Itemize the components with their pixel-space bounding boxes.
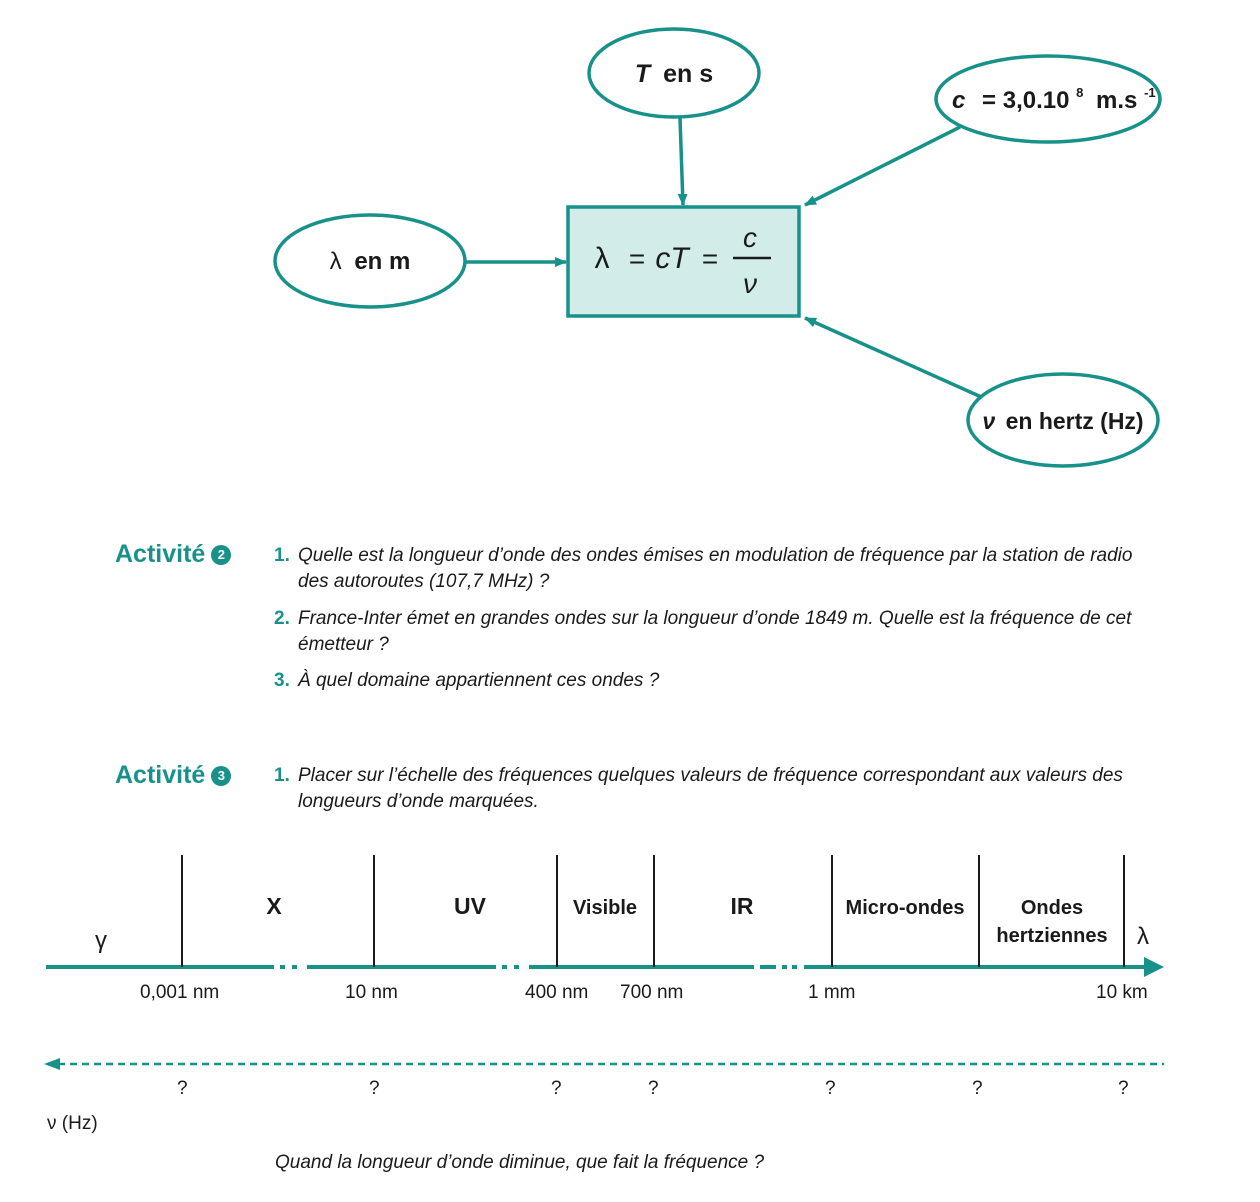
domain-ir: IR bbox=[730, 893, 754, 919]
activity2-question-1 bbox=[274, 543, 1166, 595]
formula-equals-2: = bbox=[701, 243, 719, 274]
closing-question: Quand la longueur d’onde diminue, que fait la fréquence ? bbox=[275, 1152, 765, 1173]
speed-value: = 3,0.10 bbox=[982, 87, 1070, 114]
domain-separators bbox=[182, 855, 1124, 967]
arrow-frequency-to-formula bbox=[805, 318, 988, 400]
question-number: 3. bbox=[274, 670, 290, 691]
frequency-placeholder: ? bbox=[648, 1078, 659, 1099]
frequency-axis bbox=[0, 1050, 1260, 1080]
svg-text:T en s bbox=[635, 60, 713, 88]
question-text: Quelle est la longueur d’onde des ondes émises en modulation de fréquence par la station de radio des autoroutes (107,7 MHz) ? bbox=[298, 545, 1133, 592]
activity2-question-2 bbox=[274, 606, 1166, 658]
svg-text:λ en m bbox=[330, 248, 411, 275]
frequency-placeholder: ? bbox=[177, 1078, 188, 1099]
speed-exponent: 8 bbox=[1076, 85, 1084, 100]
question-text: Placer sur l’échelle des fréquences quelques valeurs de fréquence correspondant aux valeurs des longueurs d’onde marquées. bbox=[298, 765, 1123, 812]
question-text: À quel domaine appartiennent ces ondes ? bbox=[298, 670, 660, 691]
formula-denominator: ν bbox=[743, 268, 757, 299]
domain-visible: Visible bbox=[572, 897, 638, 919]
tick-label: 700 nm bbox=[620, 982, 684, 1003]
formula-box bbox=[568, 207, 799, 316]
frequency-placeholder: ? bbox=[825, 1078, 836, 1099]
period-unit: en s bbox=[663, 60, 714, 88]
activity2-label: Activité bbox=[115, 540, 206, 568]
activity3-label: Activité bbox=[115, 761, 206, 789]
tick-label: 0,001 nm bbox=[140, 982, 220, 1003]
tick-label: 400 nm bbox=[525, 982, 589, 1003]
formula-cT: cT bbox=[655, 242, 689, 275]
activity2-title bbox=[115, 540, 231, 569]
spectrum-scale bbox=[0, 850, 1260, 1000]
speed-bubble bbox=[936, 56, 1160, 142]
activity2-question-3 bbox=[274, 668, 1166, 694]
arrow-speed-to-formula bbox=[805, 127, 960, 205]
domain-gamma: γ bbox=[95, 927, 107, 954]
formula-diagram bbox=[0, 0, 1260, 490]
tick-label: 10 nm bbox=[345, 982, 398, 1003]
frequency-unit: en hertz (Hz) bbox=[1005, 408, 1144, 434]
frequency-placeholder: ? bbox=[1118, 1078, 1129, 1099]
wavelength-axis-symbol: λ bbox=[1137, 923, 1149, 950]
wavelength-symbol: λ bbox=[329, 248, 342, 275]
domain-microwaves: Micro-ondes bbox=[845, 897, 965, 919]
formula-lambda: λ bbox=[594, 242, 610, 275]
tick-label: 1 mm bbox=[808, 982, 856, 1003]
domain-radio-line1: Ondes bbox=[1020, 897, 1084, 919]
domain-uv: UV bbox=[454, 893, 486, 919]
activity3-number: 3 bbox=[211, 766, 231, 786]
period-symbol: T bbox=[634, 60, 651, 88]
formula-equals-1: = bbox=[628, 243, 646, 274]
frequency-placeholder: ? bbox=[972, 1078, 983, 1099]
frequency-bubble bbox=[968, 374, 1158, 466]
wavelength-unit: en m bbox=[354, 248, 411, 275]
tick-label: 10 km bbox=[1096, 982, 1148, 1003]
arrow-period-to-formula bbox=[680, 118, 683, 205]
question-number: 1. bbox=[274, 765, 290, 786]
speed-symbol: c bbox=[952, 87, 966, 114]
frequency-placeholders bbox=[0, 1078, 1260, 1104]
question-number: 1. bbox=[274, 545, 290, 566]
formula-numerator: c bbox=[743, 222, 757, 253]
domain-radio-line2: hertziennes bbox=[996, 925, 1108, 947]
activity3-question-1 bbox=[274, 763, 1166, 815]
frequency-placeholder: ? bbox=[369, 1078, 380, 1099]
speed-unit: m.s bbox=[1096, 87, 1138, 114]
tick-labels bbox=[0, 982, 1260, 1008]
period-bubble bbox=[589, 29, 759, 117]
activity3-title bbox=[115, 761, 231, 790]
question-text: France-Inter émet en grandes ondes sur la longueur d’onde 1849 m. Quelle est la fréquence de cet émetteur ? bbox=[298, 608, 1132, 655]
question-number: 2. bbox=[274, 608, 290, 629]
frequency-axis-label: ν (Hz) bbox=[47, 1113, 98, 1134]
domain-x: X bbox=[266, 893, 282, 919]
svg-text:ν en hertz (Hz) bbox=[982, 408, 1143, 434]
activity2-number: 2 bbox=[211, 545, 231, 565]
speed-unit-exponent: -1 bbox=[1144, 85, 1156, 100]
wavelength-bubble bbox=[275, 215, 465, 307]
wavelength-axis-arrowhead bbox=[1144, 957, 1164, 977]
frequency-symbol: ν bbox=[982, 408, 996, 434]
frequency-placeholder: ? bbox=[551, 1078, 562, 1099]
